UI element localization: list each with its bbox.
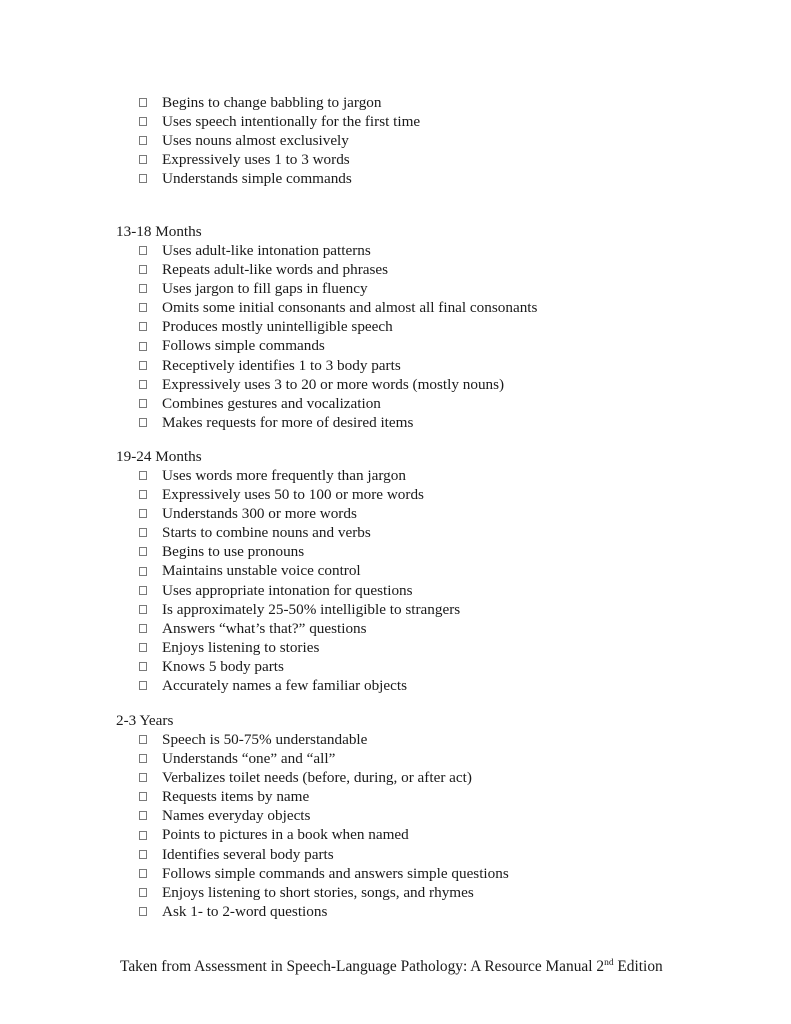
checklist-item: Understands 300 or more words	[116, 504, 460, 523]
checkbox-icon[interactable]	[139, 681, 147, 690]
checklist-item: Requests items by name	[116, 787, 509, 806]
section-13-18-months	[116, 222, 537, 432]
checklist-item: Combines gestures and vocalization	[116, 394, 537, 413]
checklist-item: Uses appropriate intonation for questions	[116, 581, 460, 600]
checkbox-icon[interactable]	[139, 586, 147, 595]
section-heading: 13-18 Months	[116, 223, 202, 240]
checklist-item: Answers “what’s that?” questions	[116, 619, 460, 638]
checklist-item: Identifies several body parts	[116, 845, 509, 864]
milestone-list-continued	[116, 93, 420, 188]
checkbox-icon[interactable]	[139, 773, 147, 782]
checklist-item: Understands “one” and “all”	[116, 749, 509, 768]
checklist-item: Expressively uses 3 to 20 or more words (mostly nouns)	[116, 375, 537, 394]
checkbox-icon[interactable]	[139, 322, 147, 331]
citation-text: Taken from Assessment in Speech-Language Pathology: A Resource Manual 2	[120, 958, 605, 975]
checklist-item: Omits some initial consonants and almost all final consonants	[116, 298, 537, 317]
checkbox-icon[interactable]	[139, 811, 147, 820]
checkbox-icon[interactable]	[139, 567, 147, 576]
checkbox-icon[interactable]	[139, 265, 147, 274]
checklist-item: Expressively uses 1 to 3 words	[116, 150, 420, 169]
section-19-24-months	[116, 447, 460, 695]
checklist-item: Uses nouns almost exclusively	[116, 131, 420, 150]
checklist-item: Names everyday objects	[116, 806, 509, 825]
checkbox-icon[interactable]	[139, 490, 147, 499]
citation-superscript: nd	[604, 958, 614, 968]
checkbox-icon[interactable]	[139, 361, 147, 370]
checklist-item: Receptively identifies 1 to 3 body parts	[116, 356, 537, 375]
checklist-item: Starts to combine nouns and verbs	[116, 523, 460, 542]
checklist-item: Knows 5 body parts	[116, 657, 460, 676]
checklist-item: Uses words more frequently than jargon	[116, 466, 460, 485]
checkbox-icon[interactable]	[139, 831, 147, 840]
section-heading: 19-24 Months	[116, 448, 202, 465]
checkbox-icon[interactable]	[139, 907, 147, 916]
checklist-item: Verbalizes toilet needs (before, during, or after act)	[116, 768, 509, 787]
checkbox-icon[interactable]	[139, 284, 147, 293]
checkbox-icon[interactable]	[139, 624, 147, 633]
checkbox-icon[interactable]	[139, 792, 147, 801]
checklist-item: Is approximately 25-50% intelligible to strangers	[116, 600, 460, 619]
section-heading: 2-3 Years	[116, 712, 174, 729]
checkbox-icon[interactable]	[139, 380, 147, 389]
checklist-item: Uses adult-like intonation patterns	[116, 241, 537, 260]
checkbox-icon[interactable]	[139, 605, 147, 614]
checklist-item: Uses jargon to fill gaps in fluency	[116, 279, 537, 298]
checkbox-icon[interactable]	[139, 662, 147, 671]
checklist-item: Follows simple commands	[116, 336, 537, 355]
checkbox-icon[interactable]	[139, 418, 147, 427]
checkbox-icon[interactable]	[139, 342, 147, 351]
checklist-item: Begins to change babbling to jargon	[116, 93, 420, 112]
checkbox-icon[interactable]	[139, 117, 147, 126]
checkbox-icon[interactable]	[139, 509, 147, 518]
checkbox-icon[interactable]	[139, 155, 147, 164]
checkbox-icon[interactable]	[139, 754, 147, 763]
checkbox-icon[interactable]	[139, 643, 147, 652]
checkbox-icon[interactable]	[139, 528, 147, 537]
checkbox-icon[interactable]	[139, 246, 147, 255]
checkbox-icon[interactable]	[139, 850, 147, 859]
checklist-item: Follows simple commands and answers simple questions	[116, 864, 509, 883]
checkbox-icon[interactable]	[139, 888, 147, 897]
checklist-item: Speech is 50-75% understandable	[116, 730, 509, 749]
checklist-item: Expressively uses 50 to 100 or more words	[116, 485, 460, 504]
source-citation	[120, 958, 663, 976]
checklist-item: Begins to use pronouns	[116, 542, 460, 561]
checklist-item: Enjoys listening to short stories, songs, and rhymes	[116, 883, 509, 902]
checklist-item: Enjoys listening to stories	[116, 638, 460, 657]
checklist-item: Accurately names a few familiar objects	[116, 676, 460, 695]
checklist-item: Points to pictures in a book when named	[116, 825, 509, 844]
checkbox-icon[interactable]	[139, 869, 147, 878]
checklist-item: Repeats adult-like words and phrases	[116, 260, 537, 279]
checkbox-icon[interactable]	[139, 471, 147, 480]
checkbox-icon[interactable]	[139, 136, 147, 145]
checklist-item: Uses speech intentionally for the first time	[116, 112, 420, 131]
checkbox-icon[interactable]	[139, 303, 147, 312]
checkbox-icon[interactable]	[139, 98, 147, 107]
checkbox-icon[interactable]	[139, 735, 147, 744]
checklist-item: Maintains unstable voice control	[116, 561, 460, 580]
checkbox-icon[interactable]	[139, 399, 147, 408]
checklist-item: Produces mostly unintelligible speech	[116, 317, 537, 336]
checklist-item: Ask 1- to 2-word questions	[116, 902, 509, 921]
citation-edition: Edition	[613, 958, 663, 975]
section-2-3-years	[116, 711, 509, 921]
checkbox-icon[interactable]	[139, 174, 147, 183]
checkbox-icon[interactable]	[139, 547, 147, 556]
checklist-item: Understands simple commands	[116, 169, 420, 188]
checklist-item: Makes requests for more of desired items	[116, 413, 537, 432]
